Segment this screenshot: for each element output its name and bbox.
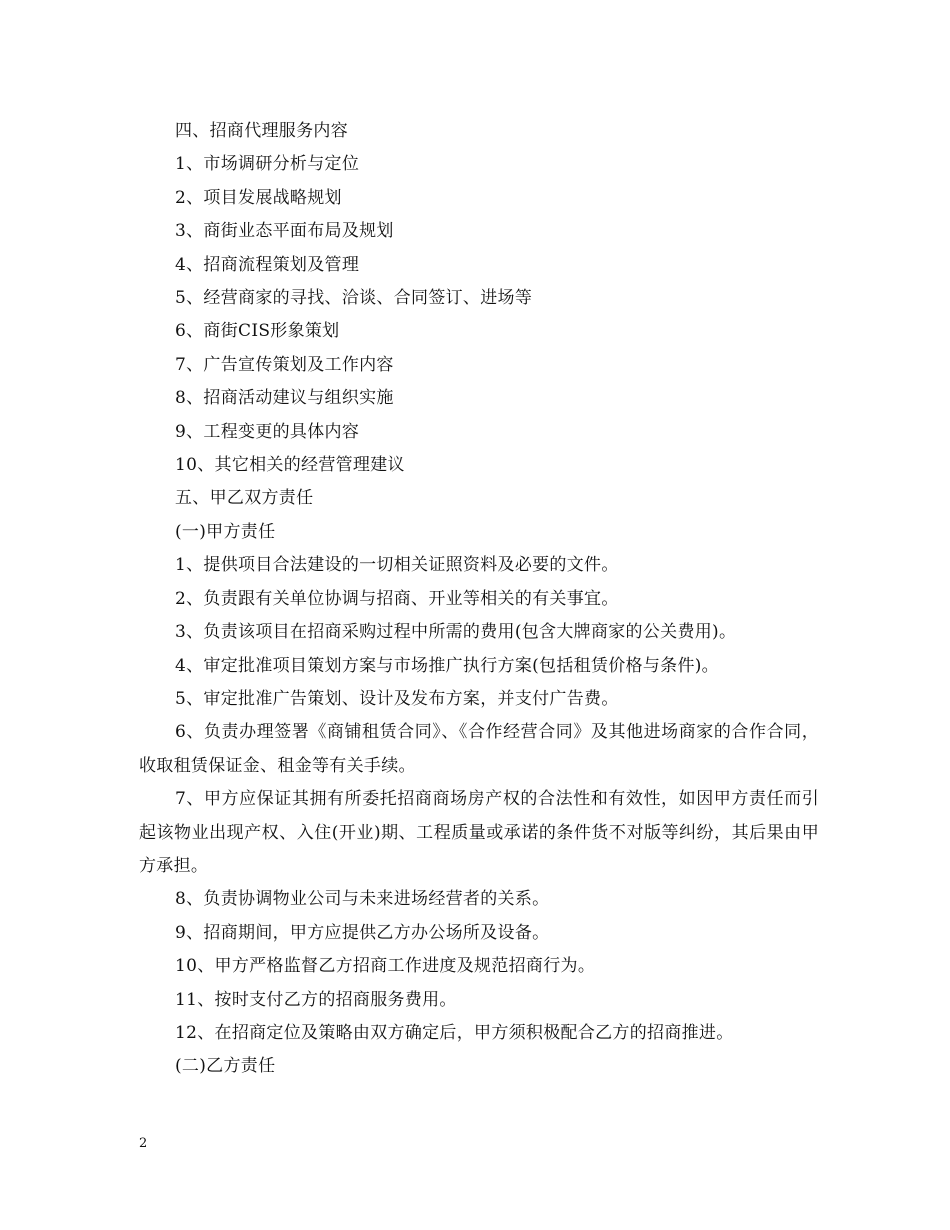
list-item: 11、按时支付乙方的招商服务费用。 [175,989,457,1010]
list-item: 5、审定批准广告策划、设计及发布方案，并支付广告费。 [175,688,619,709]
list-item: 2、负责跟有关单位协调与招商、开业等相关的有关事宜。 [175,588,619,609]
list-item: 7、广告宣传策划及工作内容 [175,354,394,375]
list-item: 12、在招商定位及策略由双方确定后，甲方须积极配合乙方的招商推进。 [175,1022,734,1043]
document-body [139,115,819,1084]
list-item: 5、经营商家的寻找、洽谈、合同签订、进场等 [175,288,533,309]
list-item: 1、提供项目合法建设的一切相关证照资料及必要的文件。 [175,555,619,576]
list-item: 4、招商流程策划及管理 [175,254,360,275]
section-heading-5: 五、甲乙双方责任 [175,488,314,509]
list-item: 10、其它相关的经营管理建议 [175,455,405,476]
list-item: 7、甲方应保证其拥有所委托招商商场房产权的合法性和有效性，如因甲方责任而引起该物业出现产权、入住(开业)期、工程质量或承诺的条件货不对版等纠纷，其后果由甲方承担。 [139,789,819,876]
list-item: 3、商街业态平面布局及规划 [175,221,394,242]
list-item: 6、商街CIS形象策划 [175,321,340,342]
section-heading-4: 四、招商代理服务内容 [175,121,348,141]
subsection-heading-party-a: (一)甲方责任 [175,521,276,542]
list-item: 10、甲方严格监督乙方招商工作进度及规范招商行为。 [175,956,596,977]
list-item: 4、审定批准项目策划方案与市场推广执行方案(包括租赁价格与条件)。 [175,655,719,676]
list-item: 2、项目发展战略规划 [175,187,342,208]
list-item: 9、招商期间，甲方应提供乙方办公场所及设备。 [175,922,550,943]
subsection-heading-party-b: (二)乙方责任 [175,1056,276,1077]
list-item: 1、市场调研分析与定位 [175,154,360,175]
list-item: 8、负责协调物业公司与未来进场经营者的关系。 [175,889,550,910]
list-item: 6、负责办理签署《商铺租赁合同》、《合作经营合同》及其他进场商家的合作合同，收取租赁保证金、租金等有关手续。 [139,722,819,776]
page-number: 2 [139,1136,148,1151]
list-item: 9、工程变更的具体内容 [175,421,360,442]
list-item: 3、负责该项目在招商采购过程中所需的费用(包含大牌商家的公关费用)。 [175,622,737,643]
list-item: 8、招商活动建议与组织实施 [175,388,394,409]
